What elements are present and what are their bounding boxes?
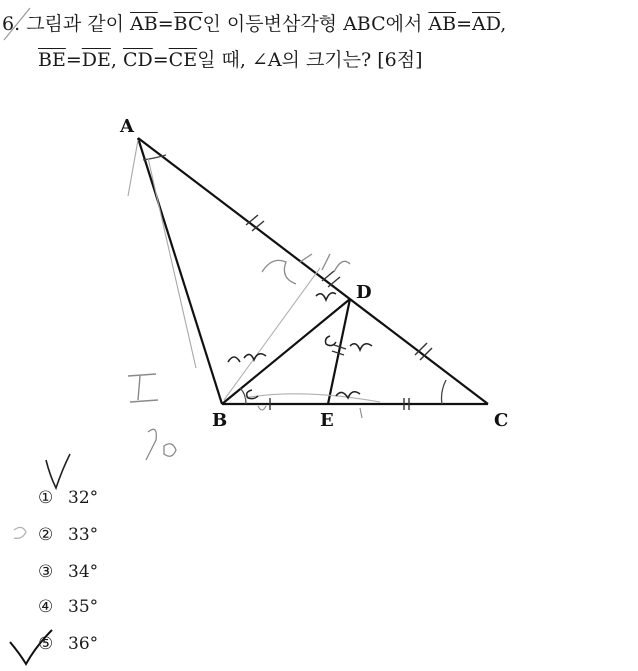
segment-ad: $\overline{AD}$	[472, 13, 501, 35]
vertex-label-b: B	[212, 410, 228, 431]
angle-arc-c	[442, 380, 447, 404]
handwritten-x-near-d	[316, 293, 336, 300]
handwritten-c-on-de	[326, 336, 337, 346]
equals-sign: =	[456, 13, 473, 35]
equals-sign: =	[152, 49, 169, 71]
pencil-scribble-below-b	[146, 429, 176, 460]
handwritten-2x-on-bd	[228, 354, 266, 362]
pencil-slash-mark	[4, 8, 30, 40]
segment-ce: $\overline{CE}$	[168, 49, 198, 71]
choice-2[interactable]	[38, 523, 98, 547]
vertex-label-d: D	[356, 282, 372, 303]
segment-ab-2: $\overline{AB}$	[428, 13, 457, 35]
question-ask: 일 때, ∠A의 크기는?	[197, 49, 372, 71]
pencil-scribble-on-bc	[258, 406, 362, 418]
tick-mark	[322, 271, 334, 281]
choice-1[interactable]	[38, 486, 98, 510]
pencil-mark-choice-2	[14, 527, 26, 538]
handwritten-x-near-e	[336, 392, 360, 398]
segment-bc: $\overline{BC}$	[173, 13, 203, 35]
side-ab	[138, 138, 222, 404]
handwritten-x-on-de	[350, 344, 372, 350]
pencil-helper-curve	[244, 394, 380, 402]
pencil-scribble-left	[128, 374, 158, 402]
angle-arc-b	[240, 388, 246, 404]
side-ac	[138, 138, 488, 404]
segment-cd: $\overline{CD}$	[122, 49, 153, 71]
pencil-helper-line	[128, 140, 138, 196]
choice-5[interactable]	[38, 632, 98, 656]
choice-number: ⑤	[38, 634, 54, 654]
choice-value: 34°	[68, 562, 99, 582]
question-intro: 그림과 같이	[26, 13, 124, 35]
handwritten-c-near-b	[247, 390, 258, 399]
question-number: 6.	[2, 13, 21, 35]
equals-sign: =	[157, 13, 174, 35]
choice-number: ④	[38, 597, 54, 617]
vertex-label-a: A	[120, 116, 134, 137]
vertex-label-e: E	[320, 410, 334, 431]
comma: ,	[110, 49, 117, 71]
choice-number: ①	[38, 488, 54, 508]
vertex-label-c: C	[494, 410, 509, 431]
question-points: [6점]	[377, 49, 423, 71]
segment-ab: $\overline{AB}$	[130, 13, 158, 35]
choice-4[interactable]	[38, 595, 98, 619]
choice-value: 36°	[68, 634, 99, 654]
question-condition: 인 이등변삼각형 ABC에서	[202, 13, 423, 35]
choice-3[interactable]	[38, 560, 98, 584]
choice-number: ②	[38, 525, 54, 545]
segment-de: $\overline{DE}$	[81, 49, 111, 71]
choice-number: ③	[38, 562, 54, 582]
check-mark-choice-1	[46, 454, 70, 488]
equals-sign: =	[65, 49, 82, 71]
tick-mark	[328, 277, 340, 287]
comma: ,	[500, 13, 507, 35]
pencil-helper-line	[148, 158, 196, 368]
segment-be: $\overline{BE}$	[38, 49, 66, 71]
choice-value: 32°	[68, 488, 99, 508]
choice-value: 35°	[68, 597, 99, 617]
choice-value: 33°	[68, 525, 99, 545]
